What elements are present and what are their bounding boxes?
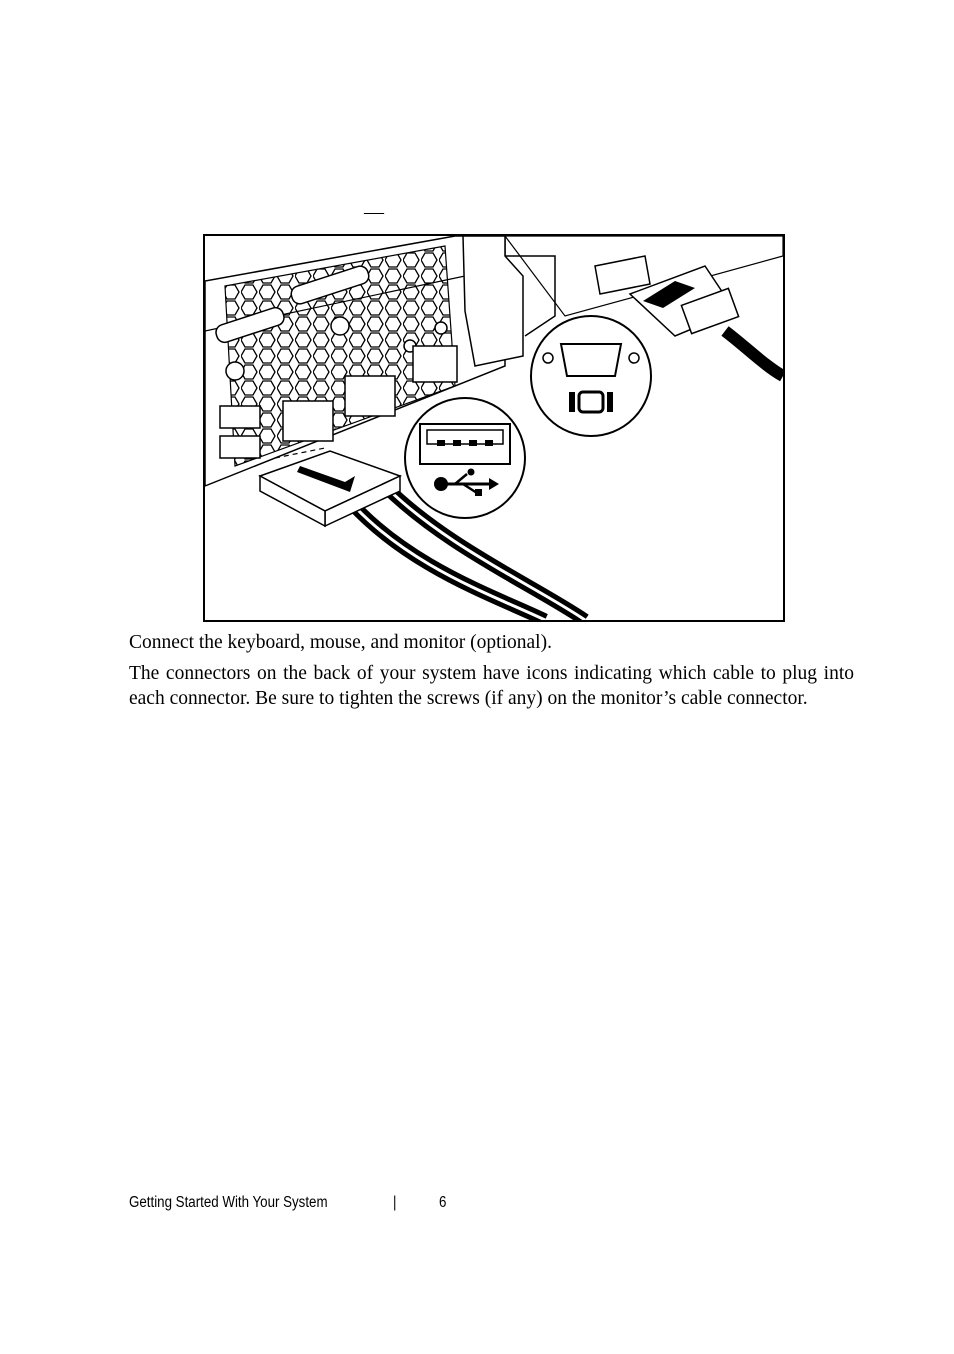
instruction-detail: The connectors on the back of your system have icons indicating which cable to plug into each connector. Be sure to tighten the screws (if any) on the monitor’s cable connector. (129, 663, 854, 709)
connection-illustration (203, 234, 785, 622)
heading-marker: — (364, 201, 384, 223)
footer-title: Getting Started With Your System (129, 1194, 328, 1211)
page-number: 6 (439, 1194, 447, 1211)
vga-cable (630, 266, 783, 376)
vga-monitor-icon (531, 316, 651, 436)
footer-separator: | (393, 1194, 397, 1211)
usb-icon (405, 398, 525, 518)
instruction-step: Connect the keyboard, mouse, and monitor (optional). (129, 632, 552, 653)
